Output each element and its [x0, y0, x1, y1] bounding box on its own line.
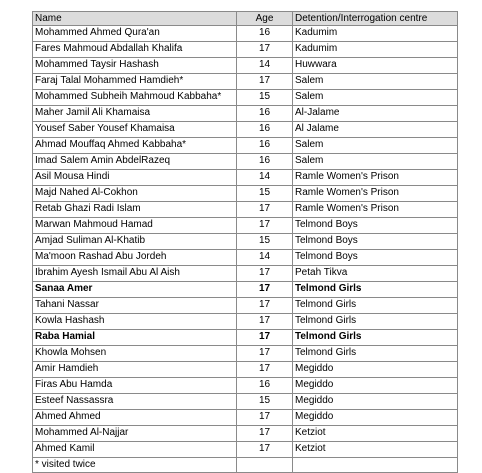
cell-name: Ma'moon Rashad Abu Jordeh	[33, 250, 237, 266]
header-row	[33, 12, 458, 26]
cell-name: Amir Hamdieh	[33, 362, 237, 378]
table-row	[33, 394, 458, 410]
table-row	[33, 330, 458, 346]
cell-age: 15	[237, 90, 293, 106]
cell-name: Mohammed Ahmed Qura'an	[33, 26, 237, 42]
cell-age: 16	[237, 378, 293, 394]
table-row	[33, 234, 458, 250]
cell-centre: Ramle Women's Prison	[293, 170, 458, 186]
cell-age: 14	[237, 170, 293, 186]
cell-centre: Telmond Boys	[293, 234, 458, 250]
cell-centre: Ketziot	[293, 426, 458, 442]
cell-age: 17	[237, 346, 293, 362]
cell-age: 16	[237, 106, 293, 122]
cell-name: Yousef Saber Yousef Khamaisa	[33, 122, 237, 138]
cell-name: Asil Mousa Hindi	[33, 170, 237, 186]
cell-centre: Megiddo	[293, 410, 458, 426]
cell-centre: Telmond Girls	[293, 330, 458, 346]
cell-centre: Megiddo	[293, 394, 458, 410]
cell-centre: Salem	[293, 74, 458, 90]
cell-age: 14	[237, 58, 293, 74]
table-row	[33, 186, 458, 202]
cell-centre: Telmond Girls	[293, 282, 458, 298]
cell-age: 17	[237, 202, 293, 218]
cell-age: 17	[237, 362, 293, 378]
table-row	[33, 26, 458, 42]
table-row	[33, 314, 458, 330]
header-age: Age	[237, 12, 293, 26]
cell-age: 16	[237, 26, 293, 42]
cell-centre: Kadumim	[293, 26, 458, 42]
cell-age: 15	[237, 234, 293, 250]
cell-centre: Huwwara	[293, 58, 458, 74]
cell-centre: Salem	[293, 138, 458, 154]
table-row	[33, 218, 458, 234]
cell-centre: Kadumim	[293, 42, 458, 58]
cell-centre: Ramle Women's Prison	[293, 186, 458, 202]
cell-age: 17	[237, 426, 293, 442]
table-row	[33, 74, 458, 90]
detainee-table	[32, 11, 458, 473]
cell-name: Firas Abu Hamda	[33, 378, 237, 394]
footnote-row	[33, 458, 458, 473]
cell-centre: Telmond Boys	[293, 218, 458, 234]
cell-age: 15	[237, 186, 293, 202]
cell-name: Mohammed Al-Najjar	[33, 426, 237, 442]
table-row	[33, 90, 458, 106]
cell-centre: Telmond Boys	[293, 250, 458, 266]
header-centre: Detention/Interrogation centre	[293, 12, 458, 26]
cell-centre: Ketziot	[293, 442, 458, 458]
cell-age: 17	[237, 218, 293, 234]
table-row	[33, 298, 458, 314]
table-row	[33, 122, 458, 138]
cell-name: Retab Ghazi Radi Islam	[33, 202, 237, 218]
cell-age: 16	[237, 138, 293, 154]
cell-name: Marwan Mahmoud Hamad	[33, 218, 237, 234]
table-row	[33, 42, 458, 58]
footnote-empty-cell	[237, 458, 293, 473]
cell-name: Ahmed Kamil	[33, 442, 237, 458]
cell-age: 17	[237, 74, 293, 90]
cell-age: 17	[237, 442, 293, 458]
table-row	[33, 362, 458, 378]
footnote-text: * visited twice	[33, 458, 237, 473]
table-row	[33, 426, 458, 442]
cell-centre: Al Jalame	[293, 122, 458, 138]
cell-centre: Telmond Girls	[293, 346, 458, 362]
footnote-empty-cell	[293, 458, 458, 473]
table-row	[33, 378, 458, 394]
table-row	[33, 266, 458, 282]
cell-age: 14	[237, 250, 293, 266]
cell-name: Mohammed Taysir Hashash	[33, 58, 237, 74]
table-row	[33, 58, 458, 74]
header-name: Name	[33, 12, 237, 26]
cell-age: 17	[237, 266, 293, 282]
cell-name: Khowla Mohsen	[33, 346, 237, 362]
cell-name: Amjad Suliman Al-Khatib	[33, 234, 237, 250]
cell-centre: Telmond Girls	[293, 314, 458, 330]
cell-name: Maher Jamil Ali Khamaisa	[33, 106, 237, 122]
table-row	[33, 442, 458, 458]
table-row	[33, 138, 458, 154]
cell-age: 17	[237, 42, 293, 58]
table-body	[33, 26, 458, 473]
cell-name: Faraj Talal Mohammed Hamdieh*	[33, 74, 237, 90]
cell-name: Raba Hamial	[33, 330, 237, 346]
table-row	[33, 170, 458, 186]
cell-name: Ahmed Ahmed	[33, 410, 237, 426]
table-row	[33, 250, 458, 266]
cell-age: 17	[237, 298, 293, 314]
table-row	[33, 154, 458, 170]
cell-centre: Ramle Women's Prison	[293, 202, 458, 218]
cell-age: 17	[237, 410, 293, 426]
cell-name: Sanaa Amer	[33, 282, 237, 298]
cell-age: 17	[237, 314, 293, 330]
cell-age: 17	[237, 282, 293, 298]
table-row	[33, 106, 458, 122]
table-row	[33, 202, 458, 218]
cell-centre: Salem	[293, 90, 458, 106]
table-row	[33, 282, 458, 298]
table-row	[33, 410, 458, 426]
cell-age: 17	[237, 330, 293, 346]
cell-name: Imad Salem Amin AbdelRazeq	[33, 154, 237, 170]
cell-centre: Petah Tikva	[293, 266, 458, 282]
cell-name: Tahani Nassar	[33, 298, 237, 314]
cell-name: Ibrahim Ayesh Ismail Abu Al Aish	[33, 266, 237, 282]
cell-name: Ahmad Mouffaq Ahmed Kabbaha*	[33, 138, 237, 154]
cell-name: Majd Nahed Al-Cokhon	[33, 186, 237, 202]
cell-name: Kowla Hashash	[33, 314, 237, 330]
cell-age: 16	[237, 122, 293, 138]
cell-name: Esteef Nassassra	[33, 394, 237, 410]
cell-name: Mohammed Subheih Mahmoud Kabbaha*	[33, 90, 237, 106]
cell-centre: Salem	[293, 154, 458, 170]
cell-age: 15	[237, 394, 293, 410]
cell-name: Fares Mahmoud Abdallah Khalifa	[33, 42, 237, 58]
cell-centre: Telmond Girls	[293, 298, 458, 314]
cell-age: 16	[237, 154, 293, 170]
cell-centre: Megiddo	[293, 362, 458, 378]
cell-centre: Megiddo	[293, 378, 458, 394]
cell-centre: Al-Jalame	[293, 106, 458, 122]
table-row	[33, 346, 458, 362]
